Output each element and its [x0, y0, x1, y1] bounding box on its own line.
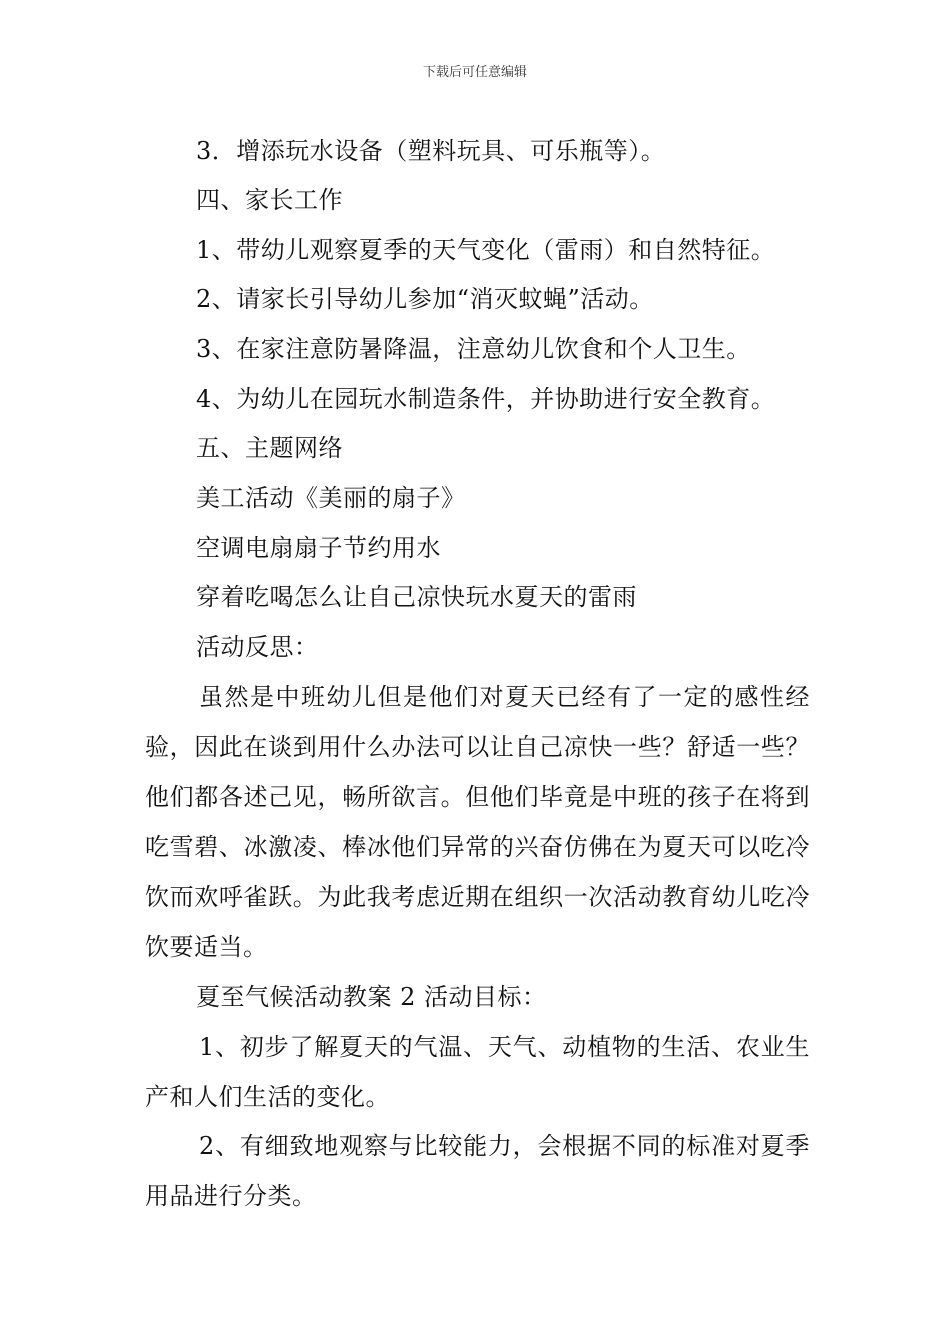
plan2-title: 夏至气候活动教案 2 活动目标： [196, 983, 547, 1011]
text-line-parent-item-1: 1、带幼儿观察夏季的天气变化（雷雨）和自然特征。 [196, 236, 776, 264]
text-line-parent-item-2: 2、请家长引导幼儿参加“消灭蚊蝇”活动。 [196, 285, 654, 313]
reflection-paragraph: 虽然是中班幼儿但是他们对夏天已经有了一定的感性经验，因此在谈到用什么办法可以让自己凉快一些？舒适一些？他们都各述己见，畅所欲言。但他们毕竟是中班的孩子在将到吃雪碧、冰激凌、棒冰他们异常的兴奋仿佛在为夏天可以吃冷饮而欢呼雀跃。为此我考虑近期在组织一次活动教育幼儿吃冷饮要适当。 [145, 683, 810, 961]
goal-paragraph-2: 2、有细致地观察与比较能力，会根据不同的标准对夏季用品进行分类。 [145, 1132, 810, 1210]
section-heading-theme-network: 五、主题网络 [196, 434, 343, 462]
text-line-network-3: 穿着吃喝怎么让自己凉快玩水夏天的雷雨 [196, 583, 637, 611]
text-line-network-2: 空调电扇扇子节约用水 [196, 534, 441, 562]
section-heading-parent-work: 四、家长工作 [196, 186, 343, 214]
text-line-network-1: 美工活动《美丽的扇子》 [196, 484, 466, 512]
section-heading-reflection: 活动反思： [196, 633, 319, 661]
goal-paragraph-1: 1、初步了解夏天的气温、天气、动植物的生活、农业生产和人们生活的变化。 [145, 1033, 810, 1111]
text-line-parent-item-4: 4、为幼儿在园玩水制造条件，并协助进行安全教育。 [196, 385, 776, 413]
text-line-parent-item-3: 3、在家注意防暑降温，注意幼儿饮食和个人卫生。 [196, 335, 751, 363]
page-header-note: 下载后可任意编辑 [422, 65, 527, 80]
text-line-equipment: 3．增添玩水设备（塑料玩具、可乐瓶等）。 [196, 137, 666, 165]
